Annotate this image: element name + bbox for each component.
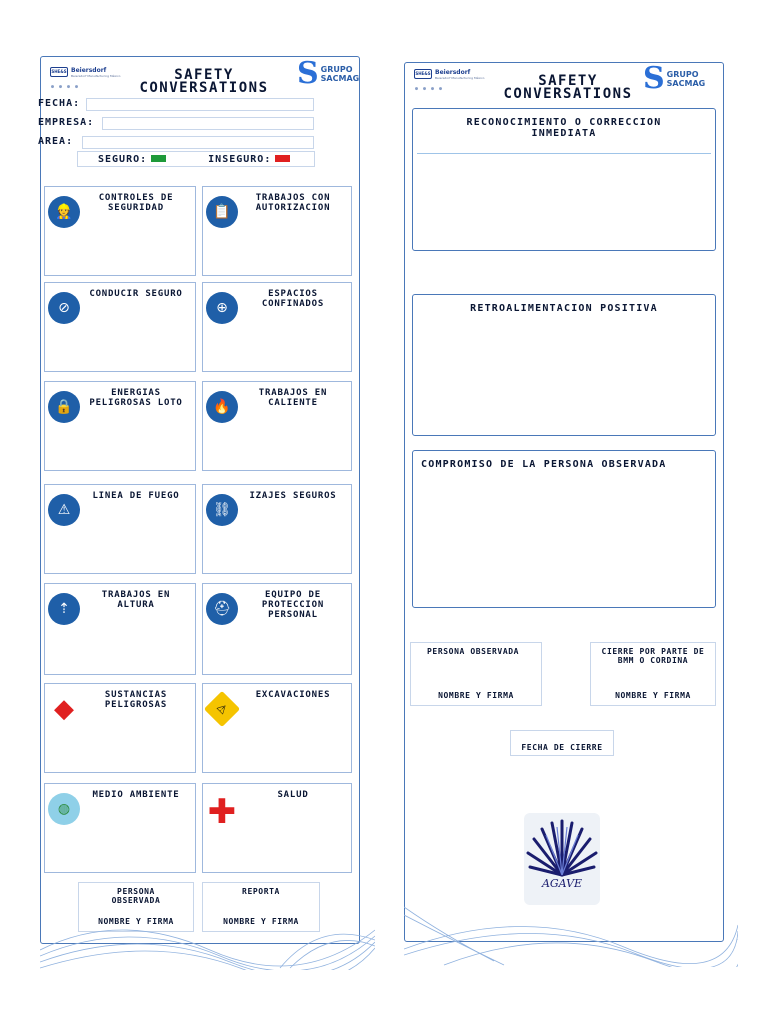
safety-card-label: TRABAJOS CON AUTORIZACION	[255, 193, 331, 213]
empresa-field	[38, 117, 314, 131]
height-work-icon: ⇡	[48, 593, 80, 625]
fecha-cierre-field[interactable]: FECHA DE CIERRE	[510, 730, 614, 756]
safety-card[interactable]	[44, 381, 196, 471]
logo-dots: ● ● ● ●	[51, 84, 80, 90]
empresa-input[interactable]	[102, 117, 314, 130]
area-field	[38, 136, 314, 150]
red-cross-icon: ✚	[207, 792, 237, 832]
safety-card-label: IZAJES SEGUROS	[249, 491, 337, 501]
safety-card-label: TRABAJOS EN CALIENTE	[258, 388, 328, 408]
persona-observada-signature[interactable]: PERSONA OBSERVADA NOMBRE Y FIRMA	[78, 882, 194, 932]
safety-card-label: LINEA DE FUEGO	[92, 491, 180, 501]
agave-plant-icon	[524, 813, 600, 905]
flame-icon: 🔥	[206, 391, 238, 423]
seatbelt-icon: ⊘	[48, 292, 80, 324]
lifting-icon: ⛓	[206, 494, 238, 526]
safety-card-label: CONDUCIR SEGURO	[89, 289, 183, 299]
empresa-label: EMPRESA:	[38, 117, 95, 128]
safety-card[interactable]	[44, 186, 196, 276]
area-label: AREA:	[38, 136, 74, 147]
safety-card-label: SALUD	[277, 790, 309, 800]
seguro-option[interactable]: SEGURO:	[98, 154, 166, 165]
brand-sub: Beiersdorf Manufacturing México	[435, 76, 485, 80]
brand-name: Beiersdorf	[435, 69, 471, 76]
retroalimentacion-box[interactable]: RETROALIMENTACION POSITIVA	[412, 294, 716, 436]
persona-observada-signature-right[interactable]: PERSONA OBSERVADA NOMBRE Y FIRMA	[410, 642, 542, 706]
brand-name: Beiersdorf	[71, 67, 107, 74]
hazmat-diamond-icon: ◆	[48, 693, 80, 725]
she-badge: SHE&S	[50, 67, 68, 77]
safety-card-label: ESPACIOS CONFINADOS	[261, 289, 325, 309]
safety-card[interactable]	[44, 484, 196, 574]
safety-card-label: CONTROLES DE SEGURIDAD	[98, 193, 174, 213]
sacmag-s-icon: S	[643, 62, 665, 96]
safety-card[interactable]	[202, 683, 352, 773]
safety-card-label: SUSTANCIAS PELIGROSAS	[104, 690, 168, 710]
safety-card[interactable]	[202, 282, 352, 372]
worker-mandatory-icon: 👷	[48, 196, 80, 228]
agave-wordmark: AGAVE	[541, 877, 583, 890]
safety-card[interactable]	[202, 583, 352, 675]
ppe-icon: ⛑	[206, 593, 238, 625]
seguro-swatch[interactable]	[151, 155, 166, 162]
safety-card-label: ENERGIAS PELIGROSAS LOTO	[89, 388, 183, 408]
safety-card[interactable]	[202, 484, 352, 574]
page-title: SAFETY CONVERSATIONS	[503, 73, 633, 102]
compromiso-box[interactable]: COMPROMISO DE LA PERSONA OBSERVADA	[412, 450, 716, 608]
reporta-signature[interactable]: REPORTA NOMBRE Y FIRMA	[202, 882, 320, 932]
brand-sub: Beiersdorf Manufacturing México	[71, 74, 121, 78]
beiersdorf-logo	[50, 67, 121, 78]
safety-card[interactable]	[202, 783, 352, 873]
fecha-field	[38, 98, 314, 112]
lockout-icon: 🔒	[48, 391, 80, 423]
area-input[interactable]	[82, 136, 314, 149]
confined-space-icon: ⊕	[206, 292, 238, 324]
safety-card-label: TRABAJOS EN ALTURA	[101, 590, 171, 610]
cierre-signature[interactable]: CIERRE POR PARTE DE BMM O CORDINA NOMBRE Y FIRMA	[590, 642, 716, 706]
she-badge: SHE&S	[414, 69, 432, 79]
beiersdorf-logo	[414, 69, 485, 80]
left-wave-decoration	[40, 900, 375, 970]
excavation-sign-icon: ⚠	[204, 691, 240, 727]
safety-card[interactable]	[44, 783, 196, 873]
safety-card-label: EXCAVACIONES	[255, 690, 331, 700]
grupo-sacmag-logo: S GRUPO SACMAG	[643, 62, 706, 96]
right-wave-decoration	[404, 895, 738, 967]
clipboard-icon: 📋	[206, 196, 238, 228]
status-selector	[77, 151, 315, 167]
agave-logo	[524, 813, 600, 905]
fecha-input[interactable]	[86, 98, 314, 111]
globe-icon: ◍	[48, 793, 80, 825]
safety-card-label: MEDIO AMBIENTE	[92, 790, 180, 800]
inseguro-swatch[interactable]	[275, 155, 290, 162]
page-title: SAFETY CONVERSATIONS	[139, 67, 269, 96]
safety-card-label: EQUIPO DE PROTECCION PERSONAL	[261, 590, 325, 620]
safety-card[interactable]	[44, 683, 196, 773]
reconocimiento-box[interactable]: RECONOCIMIENTO O CORRECCION INMEDIATA	[412, 108, 716, 251]
safety-card[interactable]	[202, 381, 352, 471]
line-of-fire-icon: ⚠	[48, 494, 80, 526]
sacmag-s-icon: S	[297, 56, 319, 91]
fecha-label: FECHA:	[38, 98, 81, 109]
inseguro-option[interactable]: INSEGURO:	[208, 154, 290, 165]
logo-dots: ● ● ● ●	[415, 86, 444, 92]
safety-card[interactable]	[44, 282, 196, 372]
grupo-sacmag-logo: S GRUPO SACMAG	[297, 56, 360, 91]
safety-card[interactable]	[44, 583, 196, 675]
safety-card[interactable]	[202, 186, 352, 276]
